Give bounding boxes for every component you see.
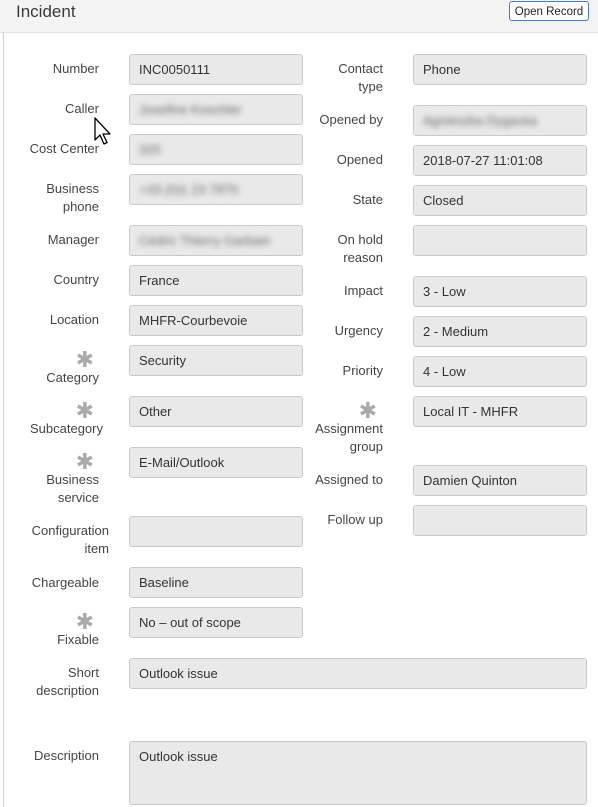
cost-center-label: Cost Center: [29, 141, 99, 156]
cost-center-field[interactable]: [129, 134, 303, 165]
opened-by-value: Agnieszka Dygacka: [423, 113, 538, 128]
short-description-label-line1: Short: [67, 665, 99, 680]
subcategory-field[interactable]: Other: [129, 396, 303, 427]
configuration-item-label: [0, 522, 109, 558]
chargeable-label: Chargeable: [31, 575, 99, 590]
state-field[interactable]: Closed: [413, 185, 587, 216]
priority-field[interactable]: 4 - Low: [413, 356, 587, 387]
assignment-group-label-line1: Assignment: [315, 421, 383, 436]
contact-type-field[interactable]: Phone: [413, 54, 587, 85]
assignment-group-mandatory-icon: ✱: [358, 398, 377, 423]
contact-type-label-line1: Contact: [338, 61, 383, 76]
short-description-label-line2: description: [36, 683, 99, 698]
opened-label: Opened: [336, 152, 383, 167]
description-textarea[interactable]: Outlook issue: [129, 741, 587, 805]
assigned-to-field[interactable]: Damien Quinton: [413, 465, 587, 496]
contact-type-label: [300, 60, 383, 96]
fixable-mandatory-icon: ✱: [75, 609, 94, 634]
configuration-item-field[interactable]: [129, 516, 303, 547]
caller-value: Josefine Koschler: [139, 102, 242, 117]
urgency-label: Urgency: [334, 323, 383, 338]
business-phone-value: +33 (0)1 23 7870: [139, 182, 239, 197]
fixable-field[interactable]: No – out of scope: [129, 607, 303, 638]
manager-label: Manager: [47, 232, 99, 247]
priority-label: Priority: [342, 363, 383, 378]
description-label: Description: [33, 748, 99, 763]
subcategory-label: Subcategory: [30, 421, 103, 436]
on-hold-reason-label: [300, 231, 383, 267]
configuration-item-label-line2: item: [84, 541, 109, 556]
open-record-button[interactable]: Open Record: [509, 1, 589, 21]
business-service-label-line2: service: [57, 490, 99, 505]
business-phone-label-line1: Business: [46, 181, 99, 196]
caller-field[interactable]: [129, 94, 303, 125]
on-hold-reason-field[interactable]: [413, 225, 587, 256]
business-phone-label-line2: phone: [62, 199, 99, 214]
mouse-cursor-icon: [94, 117, 114, 147]
follow-up-label: Follow up: [327, 512, 383, 527]
category-field[interactable]: Security: [129, 345, 303, 376]
cost-center-value: 325: [139, 142, 161, 157]
on-hold-reason-label-line1: On hold: [337, 232, 383, 247]
assigned-to-label: Assigned to: [315, 472, 383, 487]
business-service-mandatory-icon: ✱: [75, 449, 94, 474]
state-label: State: [352, 192, 383, 207]
location-label: Location: [49, 312, 99, 327]
impact-field[interactable]: 3 - Low: [413, 276, 587, 307]
contact-type-label-line2: type: [358, 79, 383, 94]
business-service-field[interactable]: E-Mail/Outlook: [129, 447, 303, 478]
number-label: Number: [52, 61, 99, 76]
opened-field[interactable]: 2018-07-27 11:01:08: [413, 145, 587, 176]
on-hold-reason-label-line2: reason: [343, 250, 383, 265]
form-header: [0, 0, 598, 33]
number-field[interactable]: INC0050111: [129, 54, 303, 85]
opened-by-field[interactable]: [413, 105, 587, 136]
category-label: Category: [46, 370, 99, 385]
follow-up-field[interactable]: [413, 505, 587, 536]
assignment-group-label-line2: group: [349, 439, 383, 454]
urgency-field[interactable]: 2 - Medium: [413, 316, 587, 347]
short-description-label: [0, 664, 99, 700]
fixable-label: Fixable: [57, 632, 99, 647]
caller-label: Caller: [65, 101, 99, 116]
form-title: Incident: [16, 2, 76, 21]
chargeable-field[interactable]: Baseline: [129, 567, 303, 598]
impact-label: Impact: [343, 283, 383, 298]
business-service-label: [0, 471, 99, 507]
country-field[interactable]: France: [129, 265, 303, 296]
country-label: Country: [53, 272, 99, 287]
manager-field[interactable]: [129, 225, 303, 256]
assignment-group-label: [300, 420, 383, 456]
configuration-item-label-line1: Configuration: [31, 523, 109, 538]
category-mandatory-icon: ✱: [75, 347, 94, 372]
business-phone-field[interactable]: [129, 174, 303, 205]
business-phone-label: [0, 180, 99, 216]
opened-by-label: Opened by: [319, 112, 383, 127]
assignment-group-field[interactable]: Local IT - MHFR: [413, 396, 587, 427]
short-description-field[interactable]: Outlook issue: [129, 658, 587, 689]
location-field[interactable]: MHFR-Courbevoie: [129, 305, 303, 336]
business-service-label-line1: Business: [46, 472, 99, 487]
subcategory-mandatory-icon: ✱: [75, 398, 94, 423]
manager-value: Cédric Thierry Garbain: [139, 233, 271, 248]
